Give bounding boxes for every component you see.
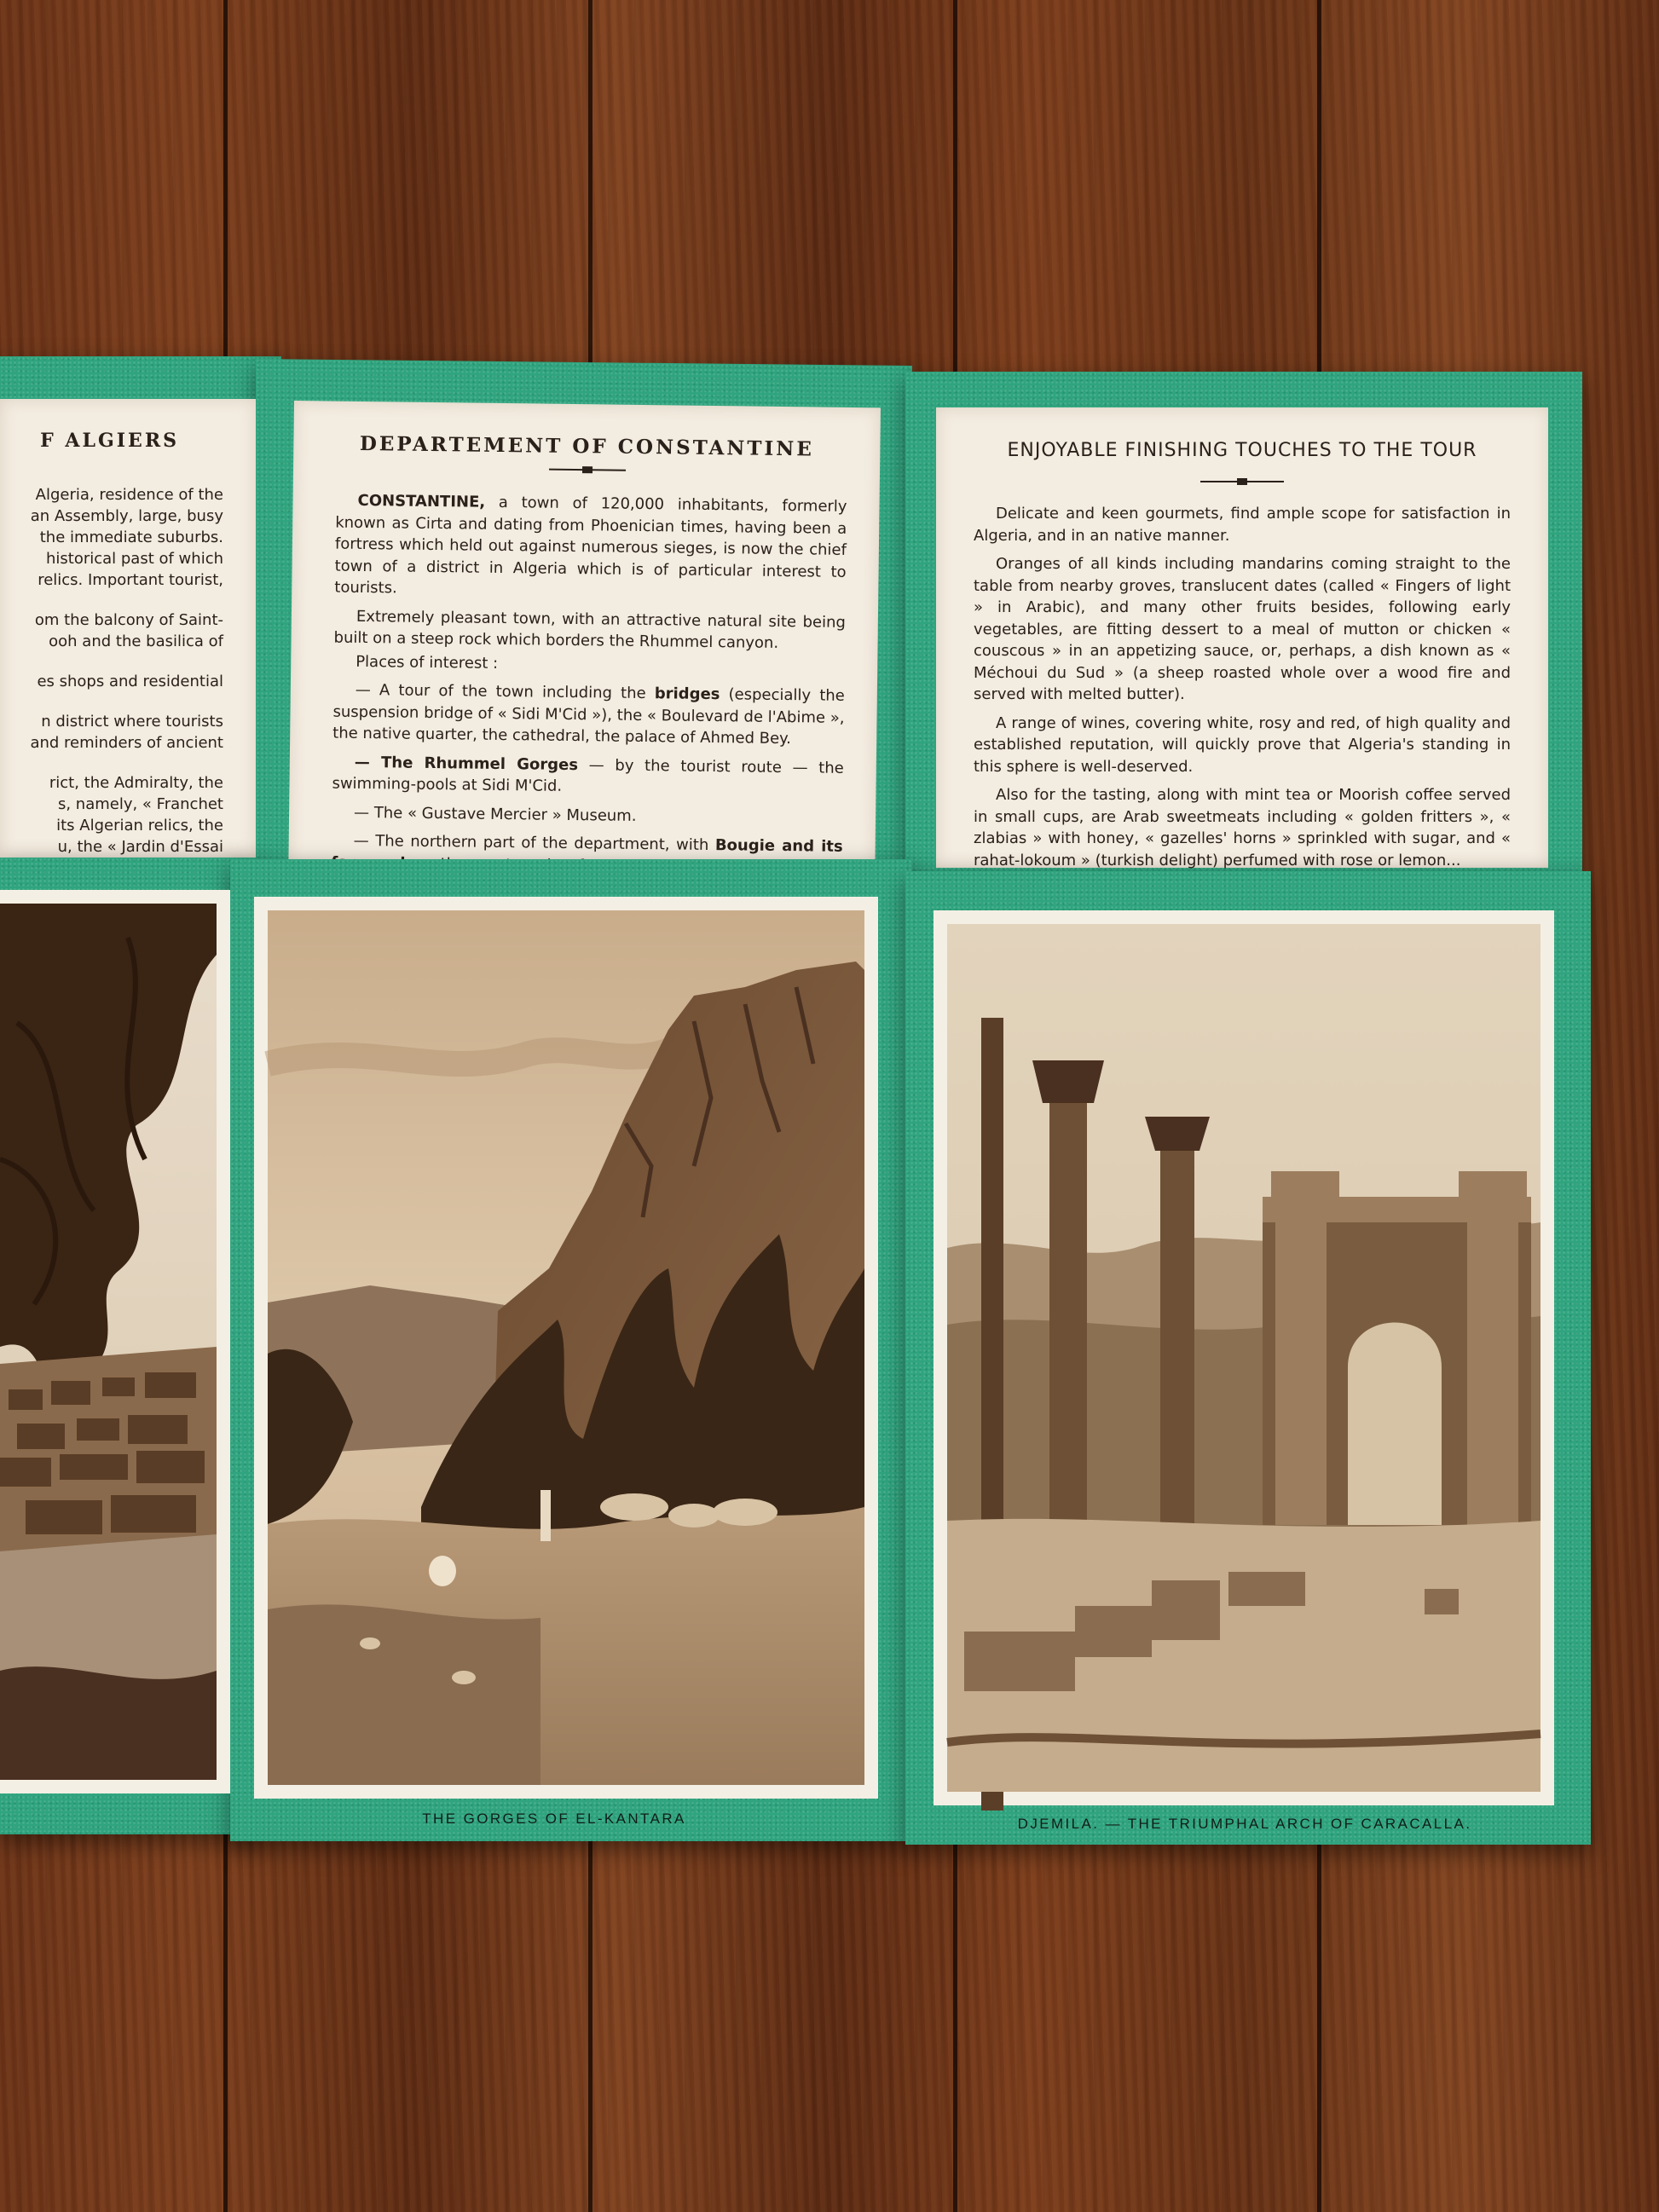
algiers-line: s, namely, « Franchet <box>57 795 223 813</box>
finishing-p4: Also for the tasting, along with mint tea or Moorish coffee served in small cups, are Arab sweetmeats including « golden fritters », « zlabias » with honey, « gazelles' horns » sprinkled with sugar, and « rahat-lokoum » (turkish delight) perfumed with rose or lemon... <box>974 786 1511 869</box>
photo-gorges-el-kantara <box>254 897 878 1799</box>
gorges-photo-image <box>268 910 864 1785</box>
constantine-p3: Places of interest : <box>356 652 499 673</box>
finishing-p1: Delicate and keen gourmets, find ample scope for satisfaction in Algeria, and in an native manner. <box>974 505 1511 545</box>
algiers-line: es shops and residential <box>37 673 223 690</box>
algiers-line: n district where tourists <box>41 713 223 731</box>
finishing-body <box>974 503 1511 878</box>
constantine-p7-bold: Bougie and its <box>714 836 843 856</box>
algiers-text-panel <box>0 399 256 858</box>
caption-djemila: DJEMILA. — THE TRIUMPHAL ARCH OF CARACALLA. <box>1017 1816 1472 1832</box>
algiers-line: ooh and the basilica of <box>49 632 223 650</box>
constantine-p1: a town of 120,000 inhabitants, formerly known as Cirta and dating from Phoenician times, having been a fortress which held out against numerous sieges, is now the chief town of a district in Algeria which is of particular interest to tourists. <box>334 493 847 598</box>
photo-djemila-arch <box>934 910 1554 1805</box>
caption-gorges: THE GORGES OF EL-KANTARA <box>422 1811 686 1827</box>
finishing-heading: ENJOYABLE FINISHING TOUCHES TO THE TOUR <box>1007 440 1477 461</box>
finishing-p3: A range of wines, covering white, rosy and red, of high quality and established reputation, will quickly prove that Algeria's standing in this sphere is well-deserved. <box>974 713 1511 776</box>
constantine-body <box>331 490 847 887</box>
constantine-p4-a: — A tour of the town including the <box>355 680 655 703</box>
algiers-text-lines <box>0 484 223 879</box>
finishing-p2: Oranges of all kinds including mandarins coming straight to the table from nearby groves, translucent dates (called « Fingers of light » in Arabic), and many other fruits besides, following early vegetables, are fitting dessert to a meal of mutton or chicken « couscous » in an appetizing sauce, or, perhaps, a dish known as « Méchoui du Sud » (a sheep roasted whole over a wood fire and served with melted butter). <box>974 555 1511 703</box>
algiers-heading: F ALGIERS <box>40 430 179 452</box>
constantine-heading: DEPARTEMENT OF CONSTANTINE <box>359 431 814 461</box>
algiers-line: rict, the Admiralty, the <box>49 774 223 792</box>
algiers-line: an Assembly, large, busy <box>30 507 223 525</box>
algiers-line: u, the « Jardin d'Essai <box>57 838 223 856</box>
constantine-p7-a: — The northern part of the department, with <box>353 831 716 855</box>
heading-divider <box>549 469 626 471</box>
constantine-p1-bold: CONSTANTINE, <box>357 491 486 511</box>
constantine-text-panel <box>288 401 881 872</box>
constantine-p6: — The « Gustave Mercier » Museum. <box>353 803 637 825</box>
algiers-line: relics. Important tourist, <box>38 571 223 589</box>
constantine-p5-bold: — The Rhummel Gorges <box>354 753 579 774</box>
constantine-p5: — by the tourist route — the swimming-pools at Sidi M'Cid. <box>332 755 844 795</box>
algiers-line: om the balcony of Saint- <box>34 611 223 629</box>
heading-divider <box>1200 481 1284 482</box>
constantine-p2: Extremely pleasant town, with an attractive natural site being built on a steep rock which borders the Rhummel canyon. <box>333 607 847 652</box>
constantine-p4-b: (especially the suspension bridge of « Sidi M'Cid »), the « Boulevard de l'Abime », the native quarter, the cathedral, the palace of Ahmed Bey. <box>332 685 845 748</box>
town-photo-image <box>0 904 217 1780</box>
algiers-line: the immediate suburbs. <box>39 528 223 546</box>
finishing-touches-text-panel <box>936 407 1548 868</box>
algiers-line: historical past of which <box>45 550 223 568</box>
algiers-line: and reminders of ancient <box>30 734 223 752</box>
algiers-line: Algeria, residence of the <box>35 486 223 504</box>
constantine-p4-bold: bridges <box>654 684 720 704</box>
algiers-line: its Algerian relics, the <box>56 817 223 835</box>
photo-town-view <box>0 890 230 1793</box>
djemila-photo-image <box>947 924 1540 1792</box>
